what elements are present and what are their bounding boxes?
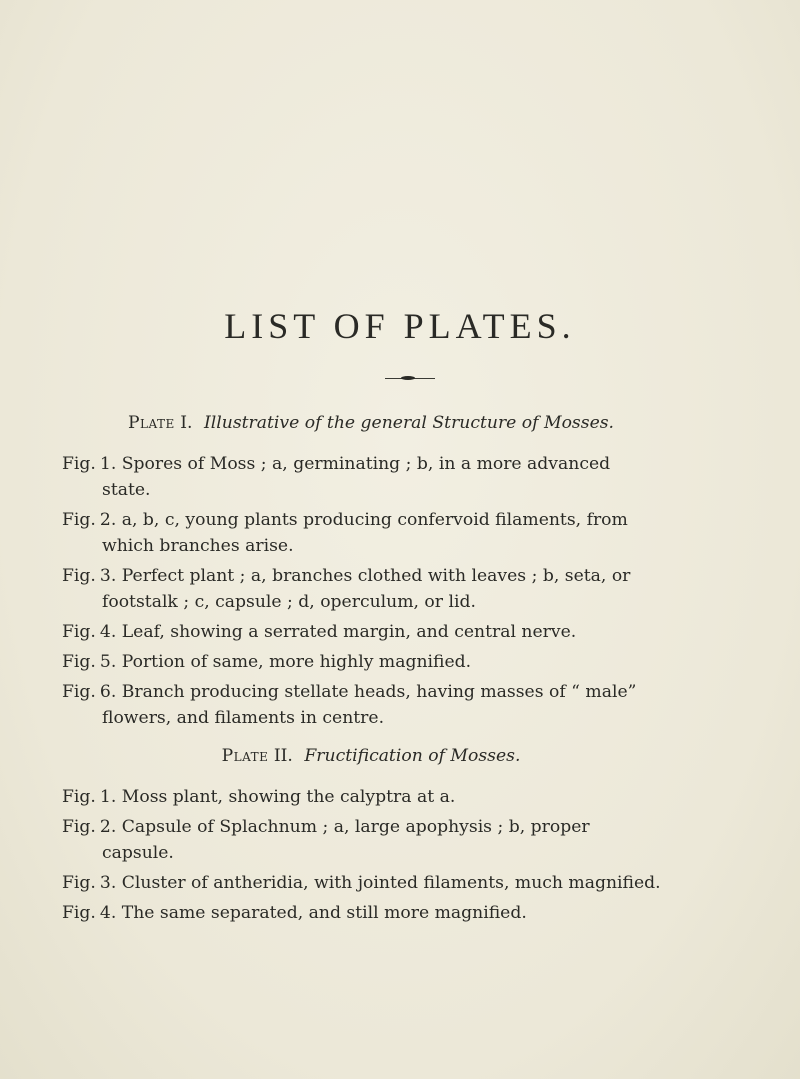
fig-text: 5. Portion of same, more highly magnified.: [99, 652, 472, 672]
fig-entry: [62, 870, 662, 896]
fig-label: Fig.: [62, 566, 96, 586]
plates-list: [62, 410, 662, 926]
fig-entry: [62, 814, 662, 866]
fig-entry: [62, 563, 662, 615]
plate-number: I.: [180, 413, 193, 433]
fig-label: Fig.: [62, 787, 96, 807]
plate-title: Illustrative of the general Structure of Mosses.: [203, 413, 615, 433]
fig-entry: [62, 649, 662, 675]
fig-entry: [62, 679, 662, 731]
fig-entry: [62, 619, 662, 645]
fig-text: 3. Cluster of antheridia, with jointed filaments, much magnified.: [99, 873, 661, 893]
fig-text: 6. Branch producing stellate heads, having masses of “ male” flowers, and filaments in centre.: [99, 682, 637, 728]
ornamental-rule: [385, 378, 435, 379]
plate-number: II.: [273, 746, 293, 766]
fig-label: Fig.: [62, 682, 96, 702]
fig-label: Fig.: [62, 873, 96, 893]
fig-entry: [62, 900, 662, 926]
plate-heading: [80, 743, 662, 769]
fig-text: 1. Moss plant, showing the calyptra at a.: [99, 787, 456, 807]
fig-text: 3. Perfect plant ; a, branches clothed with leaves ; b, seta, or footstalk ; c, capsule ; d, operculum, or lid.: [99, 566, 631, 612]
plate-heading: [80, 410, 662, 436]
fig-label: Fig.: [62, 903, 96, 923]
fig-text: 4. The same separated, and still more magnified.: [99, 903, 527, 923]
fig-label: Fig.: [62, 622, 96, 642]
plate-label: Plate: [127, 413, 175, 433]
fig-label: Fig.: [62, 652, 96, 672]
plate-label: Plate: [221, 746, 269, 766]
plate-title: Fructification of Mosses.: [304, 746, 521, 766]
fig-text: 4. Leaf, showing a serrated margin, and central nerve.: [99, 622, 577, 642]
fig-label: Fig.: [62, 817, 96, 837]
fig-entry: [62, 451, 662, 503]
fig-text: 2. Capsule of Splachnum ; a, large apophysis ; b, proper capsule.: [99, 817, 590, 863]
fig-text: 2. a, b, c, young plants producing confervoid filaments, from which branches arise.: [99, 510, 628, 556]
page-title: LIST OF PLATES.: [224, 306, 576, 346]
fig-text: 1. Spores of Moss ; a, germinating ; b, in a more advanced state.: [99, 454, 611, 500]
fig-label: Fig.: [62, 510, 96, 530]
fig-entry: [62, 507, 662, 559]
fig-entry: [62, 784, 662, 810]
fig-label: Fig.: [62, 454, 96, 474]
